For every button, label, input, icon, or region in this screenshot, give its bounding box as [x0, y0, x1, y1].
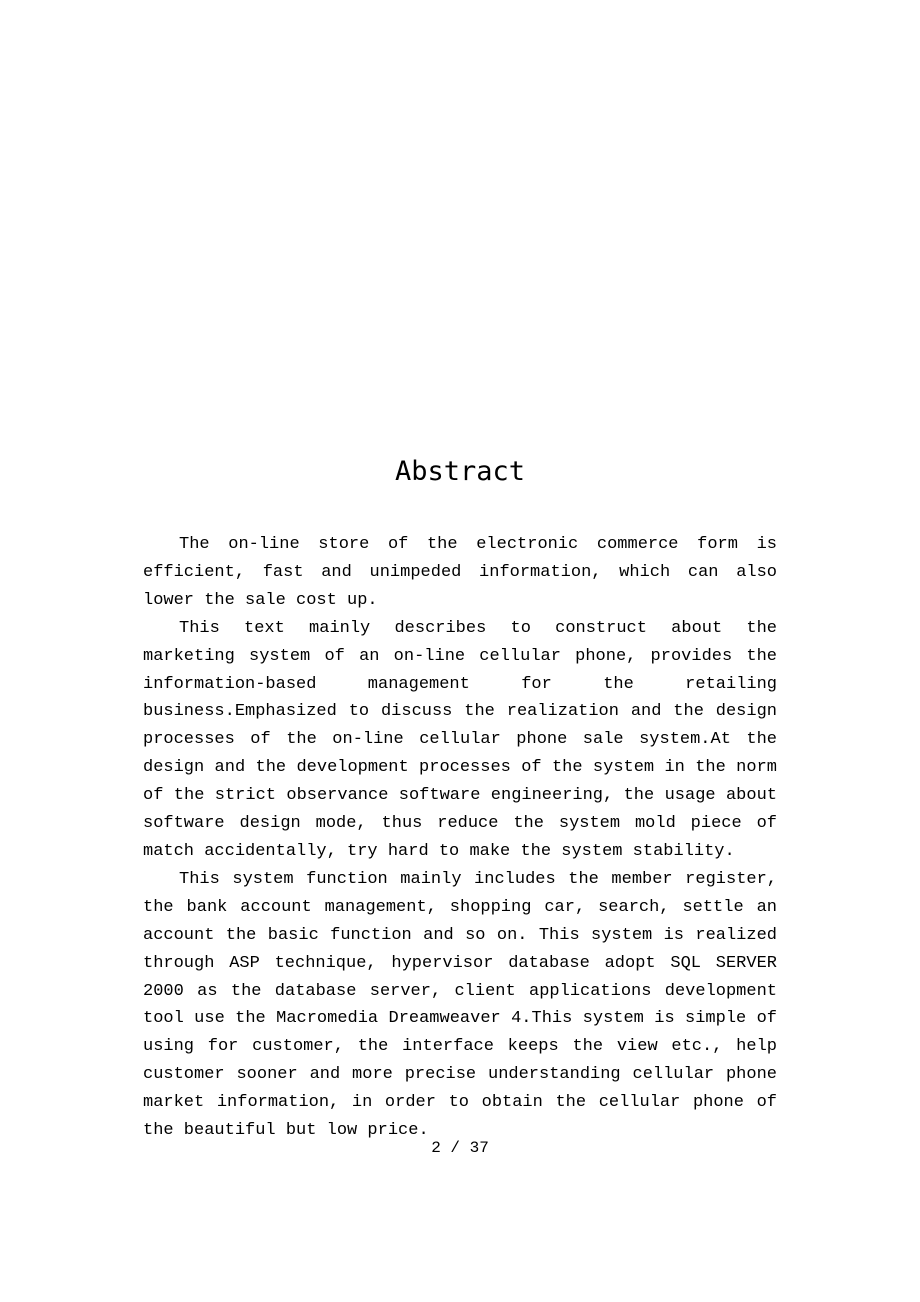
abstract-paragraph-3: This system function mainly includes the member register, the bank account management, shopping car, search, settle an account the basic function and so on. This system is realized through ASP technique, hypervisor database adopt SQL SERVER 2000 as the database server, client applications development tool use the Macromedia Dreamweaver 4.This system is simple of using for customer, the interface keeps the view etc., help customer sooner and more precise understanding cellular phone market information, in order to obtain the cellular phone of the beautiful but low price. [143, 869, 777, 1141]
abstract-paragraph-2: This text mainly describes to construct about the marketing system of an on-line cellular phone, provides the information-based management for the retailing business.Emphasized to discuss the realization and the design processes of the on-line cellular phone sale system.At the design and the development processes of the system in the norm of the strict observance software engineering, the usage about software design mode, thus reduce the system mold piece of match accidentally, try hard to make the system stability. [143, 618, 777, 861]
abstract-paragraph-1: The on-line store of the electronic commerce form is efficient, fast and unimpeded information, which can also lower the sale cost up. [143, 535, 777, 610]
page-number: 2 / 37 [431, 1139, 489, 1157]
page-title: Abstract [394, 456, 526, 487]
abstract-body [143, 531, 777, 1145]
